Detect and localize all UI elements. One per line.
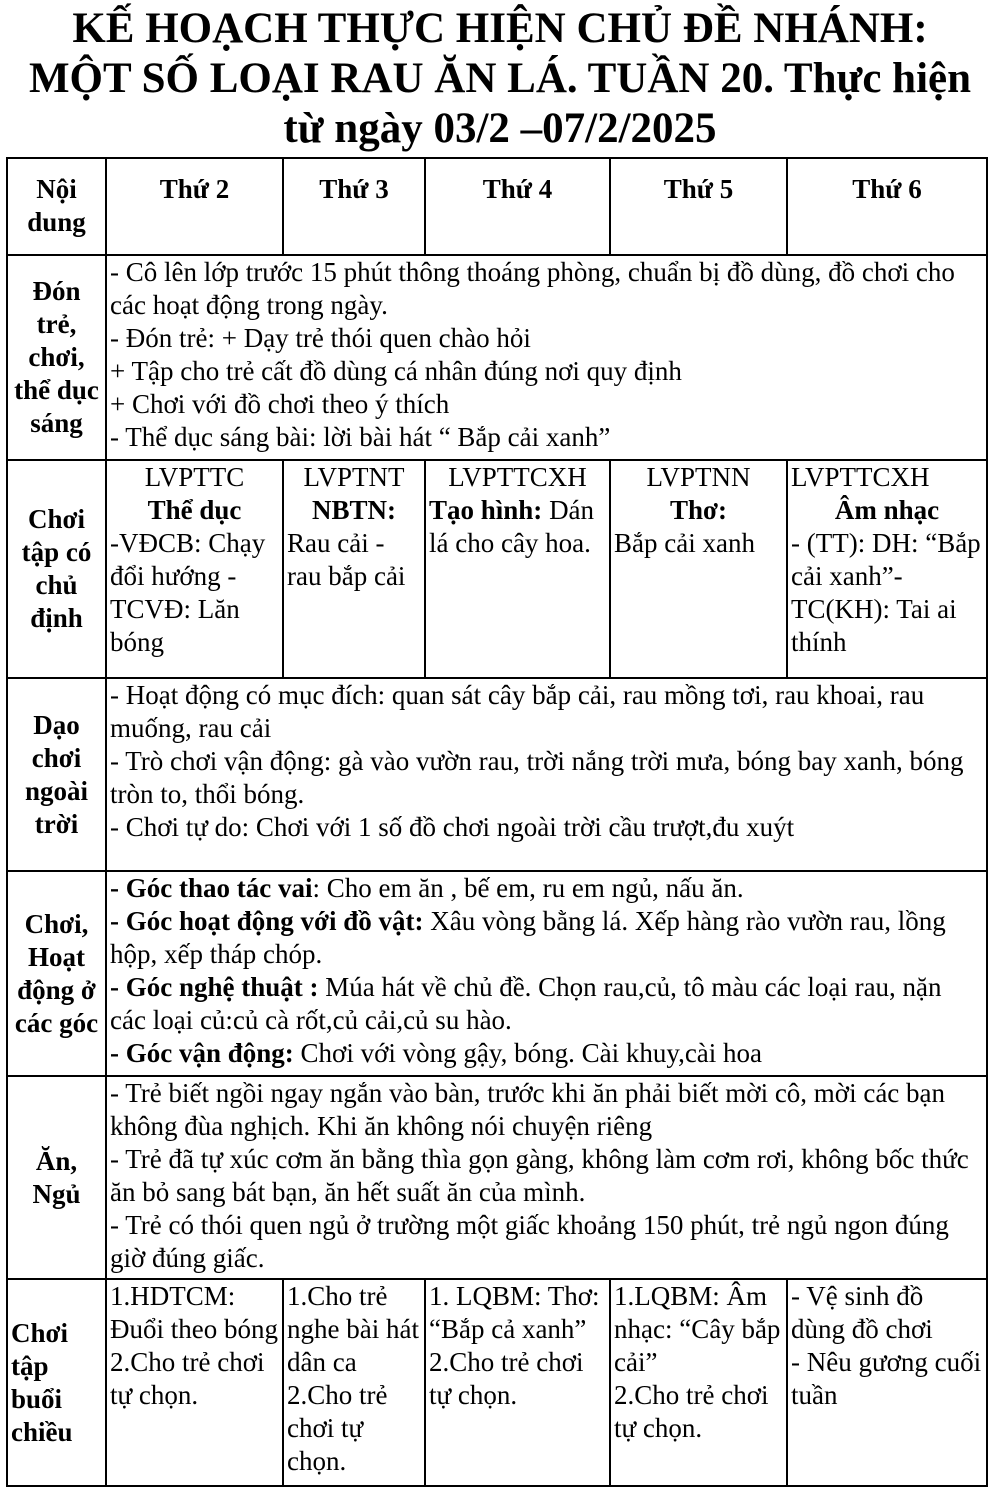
chieu-item: 2.Cho trẻ chơi tự chọn. (429, 1347, 584, 1410)
dao-choi-line: - Hoạt động có mục đích: quan sát cây bắp cải, rau mồng tơi, rau khoai, rau muống, rau cải (110, 680, 925, 743)
goc-item (110, 905, 983, 971)
header-day-thu: Thứ 5 (610, 158, 787, 255)
don-tre-line: + Chơi với đồ chơi theo ý thích (110, 389, 450, 419)
an-ngu-line: - Trẻ đã tự xúc cơm ăn bằng thìa gọn gàng, không làm cơm rơi, không bốc thức ăn bỏ sang bát bạn, ăn hết suất ăn của mình. (110, 1144, 969, 1207)
row-label-dao-choi: Dạo chơi ngoài trời (7, 678, 106, 871)
chieu-item: 2.Cho trẻ chơi tự chọn. (614, 1380, 769, 1443)
chieu-fri (787, 1279, 987, 1486)
goc-item-title: - Góc hoạt động với đồ vật: (110, 906, 424, 936)
chieu-item: 1.Cho trẻ nghe bài hát dân ca (287, 1281, 419, 1377)
goc-item-title: - Góc thao tác vai (110, 873, 313, 903)
chieu-item: 1. LQBM: Thơ: “Bắp cả xanh” (429, 1281, 600, 1344)
subject-label: Tạo hình: (429, 495, 543, 525)
area-label: LVPTTC (144, 462, 245, 492)
area-label: LVPTNT (303, 462, 405, 492)
goc-item (110, 1037, 983, 1070)
row-label-choi-goc: Chơi, Hoạt động ở các góc (7, 871, 106, 1076)
area-label: LVPTNN (646, 462, 751, 492)
choi-tap-tue (283, 460, 425, 678)
header-day-tue: Thứ 3 (283, 158, 425, 255)
weekly-plan-table (6, 157, 988, 1487)
dao-choi-line: - Trò chơi vận động: gà vào vườn rau, trời nắng trời mưa, bóng bay xanh, bóng tròn to, thổi bóng. (110, 746, 964, 809)
row-an-ngu (7, 1076, 987, 1279)
title-line-3: từ ngày 03/2 –07/2/2025 (283, 105, 717, 152)
chieu-item: 1.HDTCM: Đuổi theo bóng (110, 1281, 278, 1344)
page-title (0, 0, 1000, 154)
activity-text: Rau cải - rau bắp cải (287, 528, 406, 591)
goc-item-text: Xâu vòng bằng lá. Xếp hàng rào vườn rau, lồng hộp, xếp tháp chóp. (110, 906, 946, 969)
subject-label: Thơ: (670, 495, 727, 525)
don-tre-line: - Đón trẻ: + Dạy trẻ thói quen chào hỏi (110, 323, 531, 353)
choi-tap-wed (425, 460, 610, 678)
chieu-item: - Vệ sinh đồ dùng đồ chơi (791, 1281, 933, 1344)
area-label: LVPTTCXH (448, 462, 587, 492)
an-ngu-line: - Trẻ biết ngồi ngay ngắn vào bàn, trước khi ăn phải biết mời cô, mời các bạn không đùa nghịch. Khi ăn không nói chuyện riêng (110, 1078, 946, 1141)
dao-choi-line: - Chơi tự do: Chơi với 1 số đồ chơi ngoài trời cầu trượt,đu xuýt (110, 812, 795, 842)
row-dao-choi (7, 678, 987, 871)
goc-item-text: : Cho em ăn , bế em, ru em ngủ, nấu ăn. (312, 873, 744, 903)
choi-goc-content (106, 871, 987, 1076)
chieu-item: 2.Cho trẻ chơi tự chọn. (287, 1380, 388, 1476)
an-ngu-content (106, 1076, 987, 1279)
row-choi-tap (7, 460, 987, 678)
subject-label: NBTN: (311, 495, 396, 525)
header-content: Nội dung (7, 158, 106, 255)
activity-text: - (TT): DH: “Bắp cải xanh”-TC(KH): Tai ai thính (791, 528, 981, 657)
area-label: LVPTTCXH (791, 462, 930, 492)
goc-item-text: Chơi với vòng gậy, bóng. Cài khuy,cài hoa (293, 1038, 763, 1068)
chieu-item: 1.LQBM: Âm nhạc: “Cây bắp cải” (614, 1281, 781, 1377)
an-ngu-line: - Trẻ có thói quen ngủ ở trường một giấc khoảng 150 phút, trẻ ngủ ngon đúng giờ đúng giấc. (110, 1210, 949, 1273)
chieu-tue (283, 1279, 425, 1486)
dao-choi-content (106, 678, 987, 871)
chieu-item: - Nêu gương cuối tuần (791, 1347, 982, 1410)
row-chieu (7, 1279, 987, 1486)
row-label-an-ngu: Ăn, Ngủ (7, 1076, 106, 1279)
chieu-wed (425, 1279, 610, 1486)
chieu-thu (610, 1279, 787, 1486)
don-tre-content (106, 255, 987, 460)
activity-text: Dán lá cho cây hoa. (429, 495, 595, 558)
title-line-1: KẾ HOẠCH THỰC HIỆN CHỦ ĐỀ NHÁNH: (72, 5, 928, 52)
chieu-item: 2.Cho trẻ chơi tự chọn. (110, 1347, 265, 1410)
don-tre-line: - Cô lên lớp trước 15 phút thông thoáng phòng, chuẩn bị đồ dùng, đồ chơi cho các hoạt động trong ngày. (110, 257, 955, 320)
goc-item-title: - Góc vận động: (110, 1038, 294, 1068)
choi-tap-thu (610, 460, 787, 678)
row-label-choi-tap: Chơi tập có chủ định (7, 460, 106, 678)
subject-label: Âm nhạc (834, 495, 940, 525)
chieu-mon (106, 1279, 283, 1486)
header-day-wed: Thứ 4 (425, 158, 610, 255)
activity-text: -VĐCB: Chạy đổi hướng -TCVĐ: Lăn bóng (110, 528, 266, 657)
goc-item-title: - Góc nghệ thuật : (110, 972, 319, 1002)
header-day-fri: Thứ 6 (787, 158, 987, 255)
goc-item-text: Múa hát về chủ đề. Chọn rau,củ, tô màu các loại rau, nặn các loại củ:củ cà rốt,củ cải,củ su hào. (110, 972, 942, 1035)
row-don-tre (7, 255, 987, 460)
title-line-2: MỘT SỐ LOẠI RAU ĂN LÁ. TUẦN 20. Thực hiện (28, 55, 972, 102)
don-tre-line: + Tập cho trẻ cất đồ dùng cá nhân đúng nơi quy định (110, 356, 682, 386)
goc-item (110, 872, 983, 905)
activity-text: Bắp cải xanh (614, 528, 755, 558)
row-label-chieu: Chơi tập buổi chiều (7, 1279, 106, 1486)
don-tre-line: - Thể dục sáng bài: lời bài hát “ Bắp cải xanh” (110, 422, 611, 452)
choi-tap-fri (787, 460, 987, 678)
subject-label: Thể dục (147, 495, 242, 525)
header-day-mon: Thứ 2 (106, 158, 283, 255)
header-row (7, 158, 987, 255)
row-choi-goc (7, 871, 987, 1076)
row-label-don-tre: Đón trẻ, chơi, thể dục sáng (7, 255, 106, 460)
choi-tap-mon (106, 460, 283, 678)
goc-item (110, 971, 983, 1037)
